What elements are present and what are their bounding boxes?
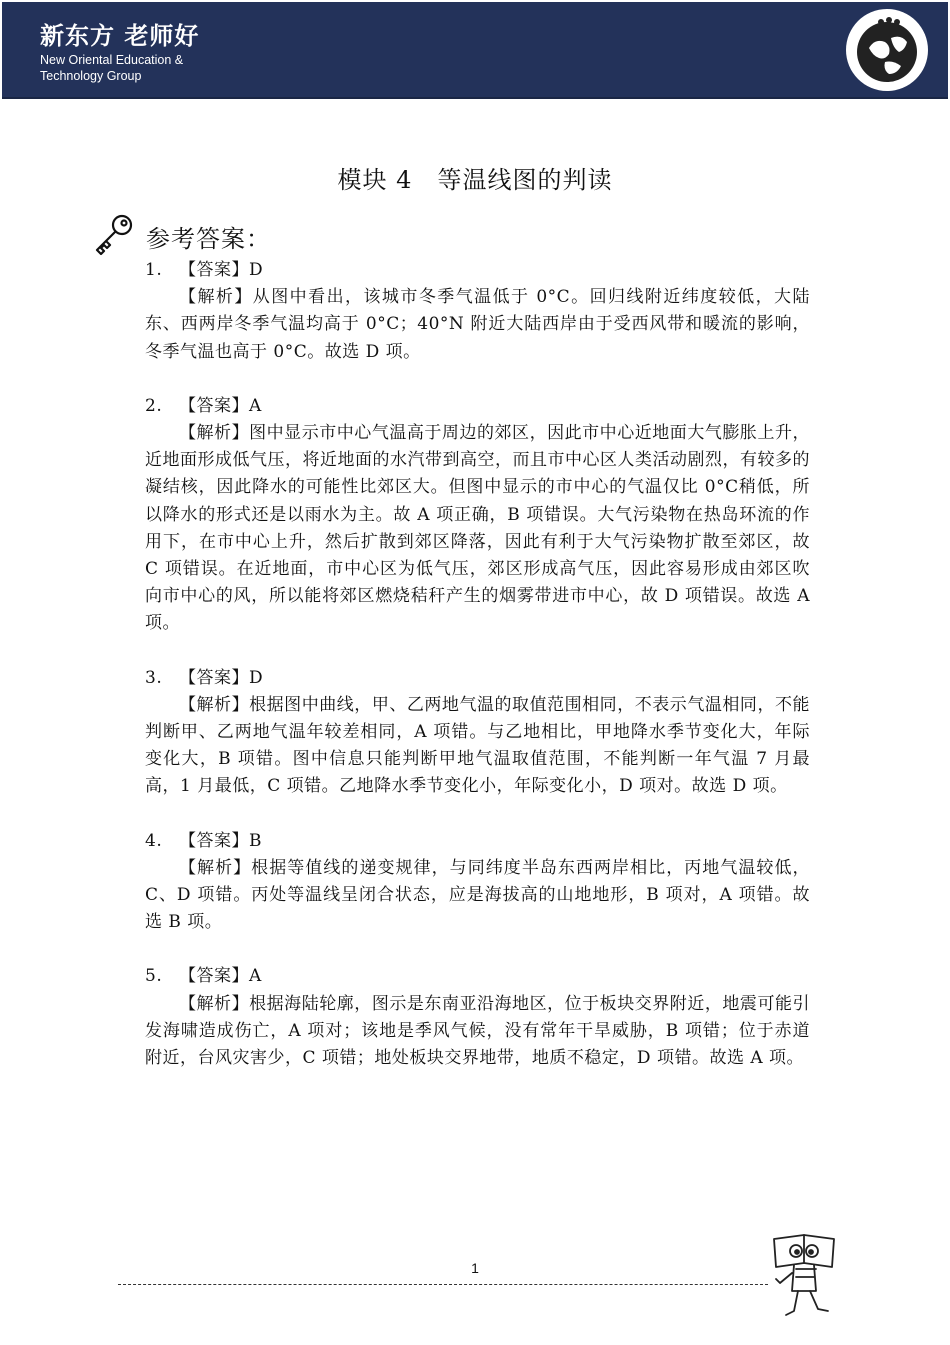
reading-mascot-icon [770, 1233, 840, 1319]
question-number: 3. [145, 667, 163, 688]
answer-line [145, 257, 810, 284]
footer-divider [118, 1284, 768, 1285]
question-number: 1. [145, 260, 163, 280]
answer-explanation: 【解析】图中显示市中心气温高于周边的郊区，因此市中心近地面大气膨胀上升，近地面形成低气压，将近地面的水汽带到高空，而且市中心区人类活动剧烈，有较多的凝结核，因此降水的可能性比郊区大。但图中显示的市中心的气温仅比 0°C稍低，所以降水的形式还是以雨水为主。故 A 项正确，B 项错误。大气污染物在热岛环流的作用下，在市中心上升，然后扩散到郊区降落，因此有利于大气污染物扩散至郊区，故 C 项错误。在近地面，市中心区为低气压，郊区形成高气压，因此容易形成由郊区吹向市中心的风，所以能将郊区燃烧秸秆产生的烟雾带进市中心，故 D 项错误。故选 A 项。 [145, 423, 810, 634]
brand-en-line1: New Oriental Education & [40, 53, 184, 67]
answer-list [145, 257, 810, 1099]
question-number: 5. [145, 966, 163, 987]
answer-explanation: 【解析】根据图中曲线，甲、乙两地气温的取值范围相同，不表示气温相同，不能判断甲、乙两地气温年较差相同，A 项错。与乙地相比，甲地降水季节变化大，年际变化大，B 项错。图中信息只能判断甲地气温取值范围，不能判断一年气温 7 月最高，1 月最低，C 项错。乙地降水季节变化小，年际变化小，D 项对。故选 D 项。 [145, 694, 810, 797]
answer-value: 【答案】D [179, 260, 264, 280]
answer-line [145, 665, 810, 692]
answer-item [145, 393, 810, 638]
key-icon [92, 212, 136, 256]
answer-item [145, 828, 810, 937]
answer-explanation: 【解析】根据海陆轮廓，图示是东南亚沿海地区，位于板块交界附近，地震可能引发海啸造成伤亡，A 项对；该地是季风气候，没有常年干旱威胁，B 项错；位于赤道附近，台风灾害少，C 项错；地处板块交界地带，地质不稳定，D 项错。故选 A 项。 [145, 993, 810, 1069]
section-heading: 参考答案： [146, 225, 271, 253]
answer-item [145, 257, 810, 366]
brand-name-en [40, 52, 240, 84]
page-title: 模块 4 等温线图的判读 [337, 166, 613, 194]
answer-explanation: 【解析】从图中看出，该城市冬季气温低于 0°C。回归线附近纬度较低，大陆东、西两岸冬季气温均高于 0°C；40°N 附近大陆西岸由于受西风带和暖流的影响，冬季气温也高于 0°C。故选 D 项。 [145, 287, 810, 362]
answer-line [145, 393, 810, 420]
page-number: 1 [471, 1260, 479, 1276]
answer-explanation: 【解析】根据等值线的递变规律，与同纬度半岛东西两岸相比，丙地气温较低，C、D 项错。丙处等温线呈闭合状态，应是海拔高的山地地形，B 项对，A 项错。故选 B 项。 [145, 857, 810, 933]
new-oriental-logo-icon [845, 8, 929, 92]
answer-item [145, 963, 810, 1072]
brand-en-line2: Technology Group [40, 69, 142, 83]
answer-value: 【答案】D [179, 667, 264, 688]
answer-line [145, 963, 810, 990]
answer-value: 【答案】A [179, 395, 262, 416]
brand-name-cn: 新东方 老师好 [40, 22, 200, 50]
answer-value: 【答案】A [179, 966, 262, 987]
question-number: 2. [145, 395, 163, 416]
page-header [2, 2, 948, 99]
question-number: 4. [145, 830, 163, 851]
answer-value: 【答案】B [179, 830, 262, 851]
answer-item [145, 665, 810, 801]
answer-line [145, 828, 810, 855]
